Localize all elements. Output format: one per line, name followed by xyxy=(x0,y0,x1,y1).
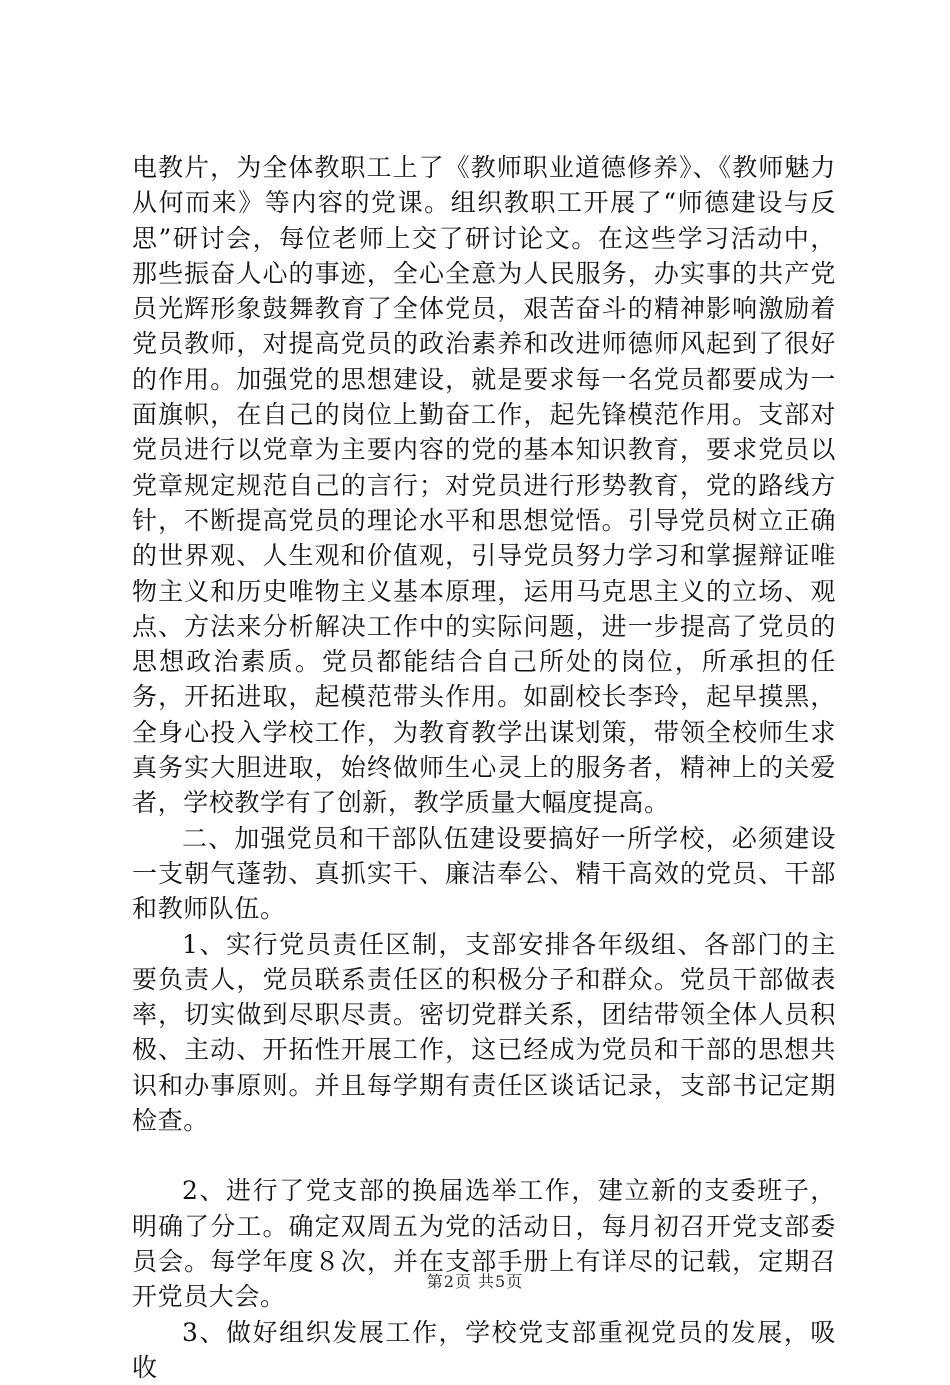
paragraph-5: 3、做好组织发展工作，学校党支部重视党员的发展，吸收 xyxy=(132,1315,836,1385)
page-footer: 第2页 共5页 xyxy=(0,1269,950,1292)
paragraph-2: 二、加强党员和干部队伍建设要搞好一所学校，必须建设一支朝气蓬勃、真抓实干、廉洁奉公、精干高效的党员、干部和教师队伍。 xyxy=(132,821,836,927)
document-body xyxy=(132,150,836,1385)
paragraph-4: 2、进行了党支部的换届选举工作，建立新的支委班子，明确了分工。确定双周五为党的活动日，每月初召开党支部委员会。每学年度８次，并在支部手册上有详尽的记载，定期召开党员大会。 xyxy=(132,1173,836,1314)
paragraph-1: 电教片，为全体教职工上了《教师职业道德修养》、《教师魅力从何而来》等内容的党课。组织教职工开展了“师德建设与反思”研讨会，每位老师上交了研讨论文。在这些学习活动中，那些振奋人心的事迹，全心全意为人民服务，办实事的共产党员光辉形象鼓舞教育了全体党员，艰苦奋斗的精神影响激励着党员教师，对提高党员的政治素养和改进师德师风起到了很好的作用。加强党的思想建设，就是要求每一名党员都要成为一面旗帜，在自己的岗位上勤奋工作，起先锋模范作用。支部对党员进行以党章为主要内容的党的基本知识教育，要求党员以党章规定规范自己的言行；对党员进行形势教育，党的路线方针，不断提高党员的理论水平和思想觉悟。引导党员树立正确的世界观、人生观和价值观，引导党员努力学习和掌握辩证唯物主义和历史唯物主义基本原理，运用马克思主义的立场、观点、方法来分析解决工作中的实际问题，进一步提高了党员的思想政治素质。党员都能结合自己所处的岗位，所承担的任务，开拓进取，起模范带头作用。如副校长李玲，起早摸黑，全身心投入学校工作，为教育教学出谋划策，带领全校师生求真务实大胆进取，始终做师生心灵上的服务者，精神上的关爱者，学校教学有了创新，教学质量大幅度提高。 xyxy=(132,150,836,821)
paragraph-3: 1、实行党员责任区制，支部安排各年级组、各部门的主要负责人，党员联系责任区的积极分子和群众。党员干部做表率，切实做到尽职尽责。密切党群关系，团结带领全体人员积极、主动、开拓性开展工作，这已经成为党员和干部的思想共识和办事原则。并且每学期有责任区谈话记录，支部书记定期检查。 xyxy=(132,927,836,1139)
